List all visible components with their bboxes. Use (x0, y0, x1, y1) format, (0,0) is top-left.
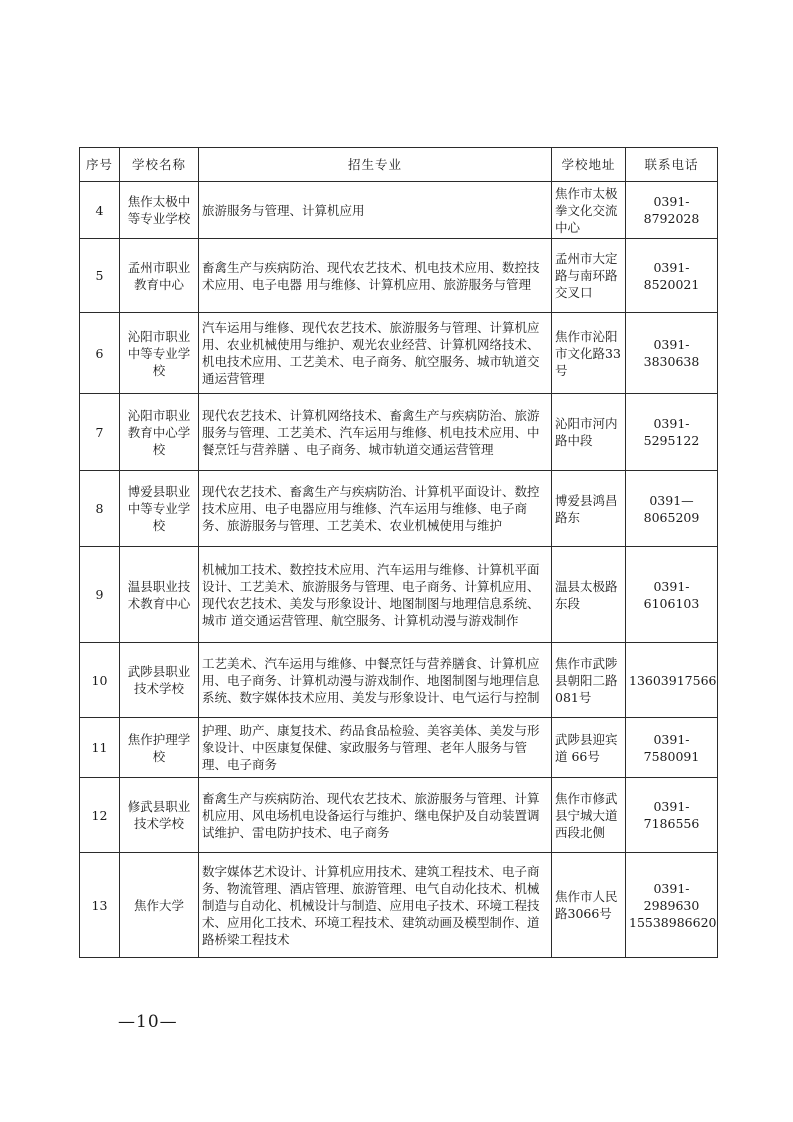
table-row (80, 643, 718, 718)
row-school-name: 沁阳市职业中等专业学校 (120, 313, 199, 394)
table-row (80, 394, 718, 471)
table-row (80, 547, 718, 643)
row-school-name: 焦作大学 (120, 853, 199, 958)
phone-number: 0391-2989630 (643, 880, 700, 913)
row-phone (626, 471, 718, 547)
row-seq: 4 (80, 182, 120, 239)
row-phone (626, 394, 718, 471)
row-address: 博爱县鸿昌路东 (552, 471, 626, 547)
table-row (80, 471, 718, 547)
row-address: 焦作市太极拳文化交流中心 (552, 182, 626, 239)
row-majors: 现代农艺技术、计算机网络技术、畜禽生产与疾病防治、旅游服务与管理、工艺美术、汽车运用与维修、机电技术应用、中餐烹饪与营养膳 、电子商务、城市轨道交通运营管理 (199, 394, 552, 471)
row-seq: 12 (80, 778, 120, 853)
row-seq: 13 (80, 853, 120, 958)
row-school-name: 修武县职业技术学校 (120, 778, 199, 853)
row-address: 焦作市武陟县朝阳二路081号 (552, 643, 626, 718)
row-seq: 5 (80, 239, 120, 313)
table-header-row (80, 148, 718, 182)
row-seq: 9 (80, 547, 120, 643)
table-row (80, 853, 718, 958)
row-phone (626, 547, 718, 643)
row-address: 武陟县迎宾 道 66号 (552, 718, 626, 778)
row-seq: 6 (80, 313, 120, 394)
table-row (80, 313, 718, 394)
row-seq: 7 (80, 394, 120, 471)
header-address: 学校地址 (552, 148, 626, 182)
row-majors: 现代农艺技术、畜禽生产与疾病防治、计算机平面设计、数控技术应用、电子电器应用与维修、汽车运用与维修、电子商务、旅游服务与管理、工艺美术、农业机械使用与维护 (199, 471, 552, 547)
row-phone (626, 718, 718, 778)
phone-number: 0391-8792028 (643, 194, 700, 226)
table-row (80, 182, 718, 239)
row-majors: 畜禽生产与疾病防治、现代农艺技术、旅游服务与管理、计算机应用、风电场机电设备运行与维护、继电保护及自动装置调试维护、雷电防护技术、电子商务 (199, 778, 552, 853)
row-address: 温县太极路东段 (552, 547, 626, 643)
phone-number: 0391-8520021 (643, 259, 700, 292)
row-address: 焦作市沁阳市文化路33号 (552, 313, 626, 394)
phone-number: 15538986620 (629, 914, 717, 930)
header-seq: 序号 (80, 148, 120, 182)
row-school-name: 温县职业技术教育中心 (120, 547, 199, 643)
row-seq: 11 (80, 718, 120, 778)
row-school-name: 焦作太极中等专业学校 (120, 182, 199, 239)
phone-number: 0391-7186556 (643, 799, 700, 831)
row-majors: 旅游服务与管理、计算机应用 (199, 182, 552, 239)
row-majors: 工艺美术、汽车运用与维修、中餐烹饪与营养膳食、计算机应用、电子商务、计算机动漫与游戏制作、地图制图与地理信息系统、数字媒体技术应用、美发与形象设计、电气运行与控制 (199, 643, 552, 718)
row-majors: 畜禽生产与疾病防治、现代农艺技术、机电技术应用、数控技术应用、电子电器 用与维修、计算机应用、旅游服务与管理 (199, 239, 552, 313)
row-phone (626, 643, 718, 718)
phone-number: 0391-5295122 (643, 416, 700, 448)
header-school-name: 学校名称 (120, 148, 199, 182)
header-phone: 联系电话 (626, 148, 718, 182)
page-number: —10— (118, 1012, 178, 1032)
row-school-name: 焦作护理学校 (120, 718, 199, 778)
table-row (80, 778, 718, 853)
phone-number: 0391-6106103 (643, 578, 700, 611)
row-school-name: 武陟县职业技术学校 (120, 643, 199, 718)
row-school-name: 博爱县职业中等专业学校 (120, 471, 199, 547)
row-majors: 机械加工技术、数控技术应用、汽车运用与维修、计算机平面设计、工艺美术、旅游服务与管理、电子商务、计算机应用、现代农艺技术、美发与形象设计、地图制图与地理信息系统、城市 道交通运营管理、航空服务、计算机动漫与游戏制作 (199, 547, 552, 643)
school-enrollment-table (79, 147, 718, 958)
row-majors: 数字媒体艺术设计、计算机应用技术、建筑工程技术、电子商务、物流管理、酒店管理、旅游管理、电气自动化技术、机械制造与自动化、机械设计与制造、应用电子技术、环境工程技术、应用化工技术、环境工程技术、建筑动画及模型制作、道路桥梁工程技术 (199, 853, 552, 958)
row-majors: 汽车运用与维修、现代农艺技术、旅游服务与管理、计算机应用、农业机械使用与维护、观光农业经营、计算机网络技术、机电技术应用、工艺美术、电子商务、航空服务、城市轨道交通运营管理 (199, 313, 552, 394)
table-row (80, 239, 718, 313)
row-address: 焦作市人民路3066号 (552, 853, 626, 958)
row-phone (626, 239, 718, 313)
row-majors: 护理、助产、康复技术、药品食品检验、美容美体、美发与形象设计、中医康复保健、家政服务与管理、老年人服务与管理、电子商务 (199, 718, 552, 778)
row-phone (626, 313, 718, 394)
table-row (80, 718, 718, 778)
row-address: 沁阳市河内路中段 (552, 394, 626, 471)
phone-number: 0391-3830638 (643, 337, 700, 369)
row-phone (626, 182, 718, 239)
phone-number: 13603917566 (629, 672, 717, 688)
row-seq: 8 (80, 471, 120, 547)
row-school-name: 沁阳市职业教育中心学校 (120, 394, 199, 471)
row-phone (626, 853, 718, 958)
row-address: 孟州市大定路与南环路交叉口 (552, 239, 626, 313)
phone-number: 0391—8065209 (643, 492, 700, 525)
phone-number: 0391-7580091 (643, 731, 700, 764)
row-phone (626, 778, 718, 853)
row-school-name: 孟州市职业教育中心 (120, 239, 199, 313)
row-address: 焦作市修武县宁城大道西段北侧 (552, 778, 626, 853)
row-seq: 10 (80, 643, 120, 718)
header-majors: 招生专业 (199, 148, 552, 182)
